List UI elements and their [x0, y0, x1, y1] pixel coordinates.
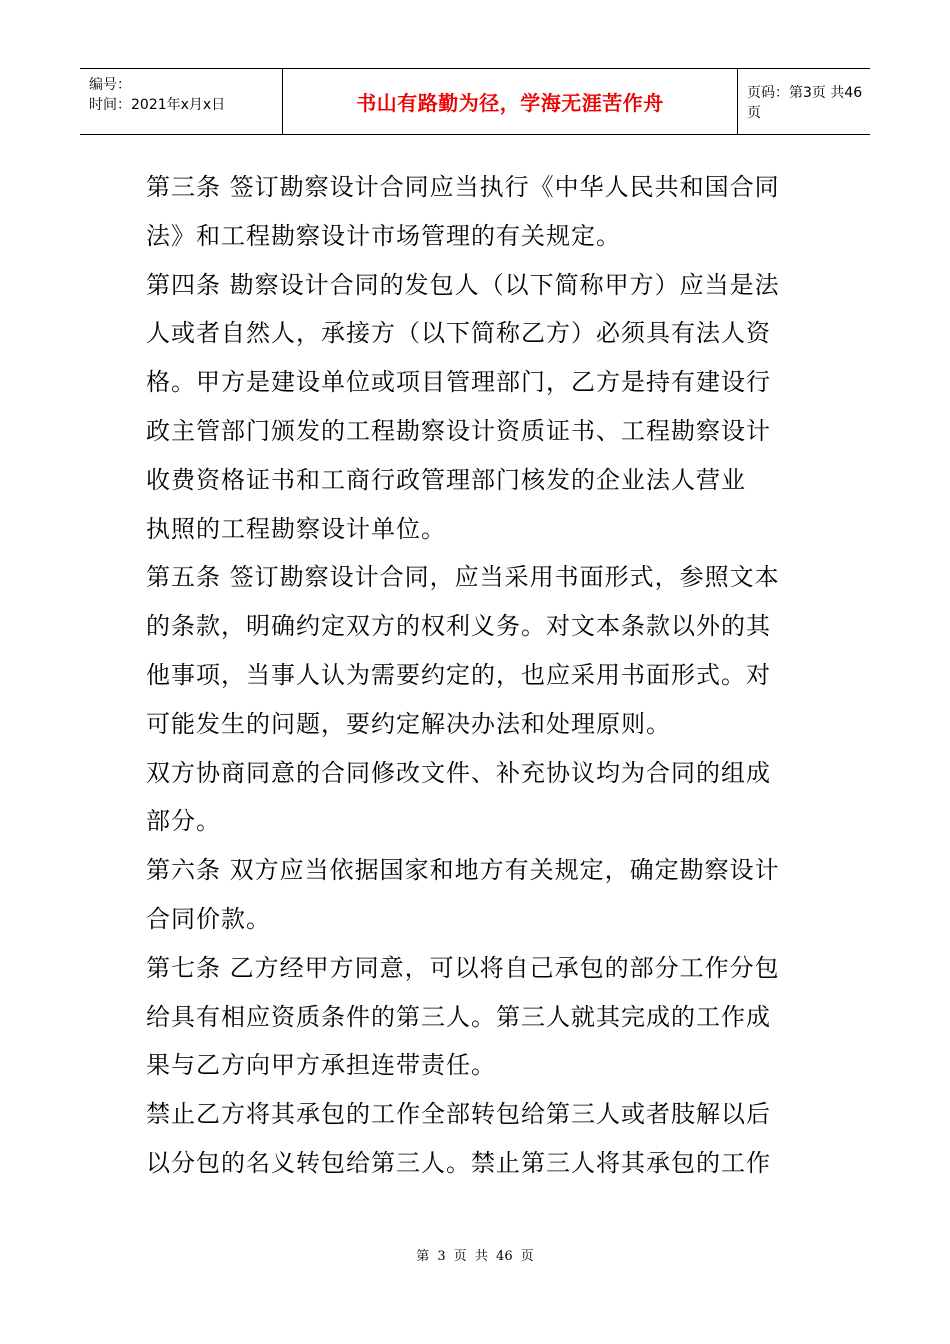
body-line: 的条款，明确约定双方的权利义务。对文本条款以外的其	[146, 612, 771, 641]
body-line: 第三条 签订勘察设计合同应当执行《中华人民共和国合同	[146, 173, 780, 201]
body-line: 以分包的名义转包给第三人。禁止第三人将其承包的工作	[146, 1148, 771, 1177]
footer-page-number: 第 3 页 共 46 页	[416, 1249, 534, 1264]
body-line: 第四条 勘察设计合同的发包人（以下简称甲方）应当是法	[146, 270, 780, 299]
header-meta	[80, 69, 283, 134]
document-number-label: 编号：	[89, 77, 131, 93]
header-page-info: 页码：第3页 共46页	[747, 84, 863, 121]
body-line: 他事项，当事人认为需要约定的，也应采用书面形式。对	[146, 660, 771, 689]
body-line: 人或者自然人，承接方（以下简称乙方）必须具有法人资	[146, 319, 771, 348]
body-line: 政主管部门颁发的工程勘察设计资质证书、工程勘察设计	[146, 416, 771, 445]
document-time-label: 时间：2021年x月x日	[89, 97, 226, 113]
page-footer	[0, 1245, 950, 1264]
page-header	[80, 68, 870, 135]
body-line: 部分。	[146, 807, 221, 836]
body-line: 收费资格证书和工商行政管理部门核发的企业法人营业	[146, 465, 746, 494]
body-line: 第七条 乙方经甲方同意，可以将自己承包的部分工作分包	[146, 953, 780, 982]
body-line: 双方协商同意的合同修改文件、补充协议均为合同的组成	[146, 758, 771, 787]
body-line: 格。甲方是建设单位或项目管理部门，乙方是持有建设行	[146, 368, 771, 397]
body-line: 禁止乙方将其承包的工作全部转包给第三人或者肢解以后	[146, 1100, 771, 1129]
body-line: 合同价款。	[146, 904, 271, 933]
body-line: 执照的工程勘察设计单位。	[146, 514, 446, 543]
body-text	[146, 163, 816, 1188]
document-body	[146, 163, 816, 1188]
body-line: 可能发生的问题，要约定解决办法和处理原则。	[146, 709, 671, 738]
body-line: 果与乙方向甲方承担连带责任。	[146, 1051, 496, 1080]
body-line: 第五条 签订勘察设计合同，应当采用书面形式，参照文本	[146, 563, 780, 592]
header-motto-cell	[283, 69, 738, 134]
header-page-info-cell	[738, 69, 870, 134]
header-motto: 书山有路勤为径，学海无涯苦作舟	[356, 91, 664, 115]
body-line: 给具有相应资质条件的第三人。第三人就其完成的工作成	[146, 1002, 771, 1031]
body-line: 法》和工程勘察设计市场管理的有关规定。	[146, 221, 621, 250]
body-line: 第六条 双方应当依据国家和地方有关规定，确定勘察设计	[146, 856, 780, 885]
